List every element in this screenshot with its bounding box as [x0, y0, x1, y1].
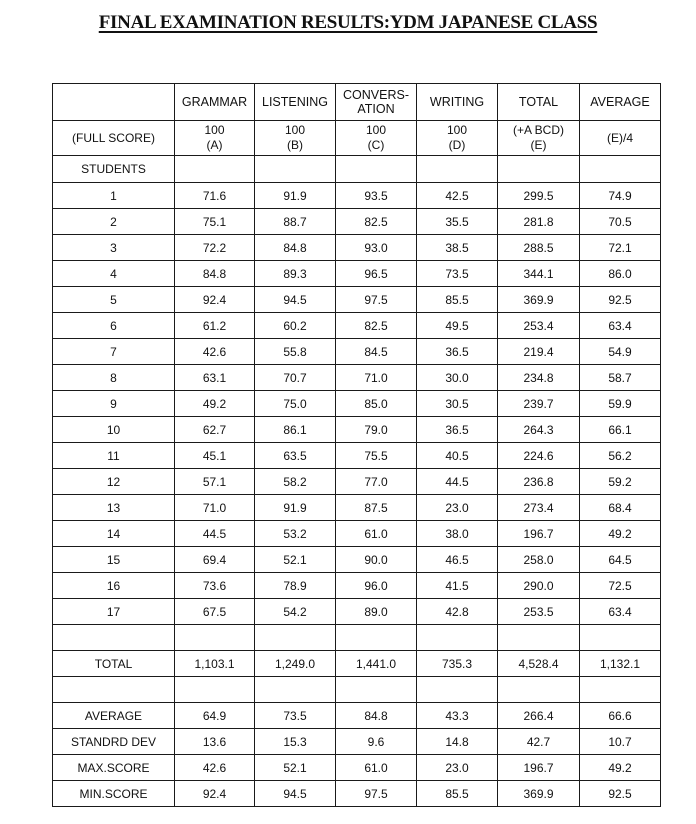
- student-row: [53, 261, 661, 287]
- score-writing: 35.5: [417, 209, 498, 235]
- score-conversation: 75.5: [336, 443, 417, 469]
- student-row: [53, 521, 661, 547]
- score-average: 54.9: [580, 339, 661, 365]
- empty-cell: [255, 677, 336, 703]
- column-header-average: AVERAGE: [580, 84, 661, 121]
- score-listening: 70.7: [255, 365, 336, 391]
- total-total: 4,528.4: [498, 651, 580, 677]
- full-score-grammar: 100 (A): [175, 121, 255, 156]
- stat-grammar: 42.6: [175, 755, 255, 781]
- stat-conversation: 84.8: [336, 703, 417, 729]
- empty-cell: [336, 625, 417, 651]
- full-score-listening: 100 (B): [255, 121, 336, 156]
- score-average: 92.5: [580, 287, 661, 313]
- conversation-header-text: [343, 88, 409, 116]
- student-id: 12: [53, 469, 175, 495]
- score-listening: 78.9: [255, 573, 336, 599]
- student-row: [53, 339, 661, 365]
- column-header-conversation: [336, 84, 417, 121]
- student-row: [53, 573, 661, 599]
- score-listening: 63.5: [255, 443, 336, 469]
- total-writing: 735.3: [417, 651, 498, 677]
- score-grammar: 75.1: [175, 209, 255, 235]
- empty-cell: [580, 156, 661, 183]
- student-row: [53, 547, 661, 573]
- empty-cell: [417, 677, 498, 703]
- student-row: [53, 391, 661, 417]
- score-writing: 49.5: [417, 313, 498, 339]
- score-grammar: 84.8: [175, 261, 255, 287]
- column-header-writing: WRITING: [417, 84, 498, 121]
- score-conversation: 85.0: [336, 391, 417, 417]
- score-grammar: 42.6: [175, 339, 255, 365]
- score-average: 86.0: [580, 261, 661, 287]
- score-conversation: 96.0: [336, 573, 417, 599]
- score-total: 281.8: [498, 209, 580, 235]
- student-row: [53, 365, 661, 391]
- stat-row-min-score: [53, 781, 661, 807]
- stat-conversation: 9.6: [336, 729, 417, 755]
- header-row: [53, 84, 661, 121]
- document-title: [0, 12, 696, 34]
- score-average: 58.7: [580, 365, 661, 391]
- empty-cell: [580, 625, 661, 651]
- score-total: 299.5: [498, 183, 580, 209]
- score-total: 253.5: [498, 599, 580, 625]
- score-grammar: 71.6: [175, 183, 255, 209]
- conversation-header-line: CONVERS-: [343, 88, 409, 102]
- score-conversation: 61.0: [336, 521, 417, 547]
- stat-label: STANDRD DEV: [53, 729, 175, 755]
- score-writing: 36.5: [417, 339, 498, 365]
- score-average: 72.5: [580, 573, 661, 599]
- students-label: STUDENTS: [53, 156, 175, 183]
- empty-cell: [175, 677, 255, 703]
- stat-listening: 15.3: [255, 729, 336, 755]
- score-writing: 40.5: [417, 443, 498, 469]
- stat-label: MAX.SCORE: [53, 755, 175, 781]
- score-average: 49.2: [580, 521, 661, 547]
- full-score-row: [53, 121, 661, 156]
- student-id: 9: [53, 391, 175, 417]
- score-conversation: 96.5: [336, 261, 417, 287]
- full-score-conversation: 100 (C): [336, 121, 417, 156]
- empty-cell: [417, 625, 498, 651]
- score-average: 70.5: [580, 209, 661, 235]
- stat-listening: 94.5: [255, 781, 336, 807]
- student-row: [53, 495, 661, 521]
- stat-grammar: 92.4: [175, 781, 255, 807]
- score-grammar: 67.5: [175, 599, 255, 625]
- score-writing: 85.5: [417, 287, 498, 313]
- blank-row: [53, 677, 661, 703]
- score-total: 273.4: [498, 495, 580, 521]
- student-id: 13: [53, 495, 175, 521]
- student-id: 2: [53, 209, 175, 235]
- score-writing: 36.5: [417, 417, 498, 443]
- score-average: 74.9: [580, 183, 661, 209]
- conversation-header-line: ATION: [357, 102, 395, 116]
- full-score-total: (+A BCD) (E): [498, 121, 580, 156]
- student-id: 16: [53, 573, 175, 599]
- total-row: [53, 651, 661, 677]
- stat-label: AVERAGE: [53, 703, 175, 729]
- score-listening: 75.0: [255, 391, 336, 417]
- corner-cell: [53, 84, 175, 121]
- empty-cell: [498, 625, 580, 651]
- student-row: [53, 469, 661, 495]
- score-writing: 30.5: [417, 391, 498, 417]
- score-total: 258.0: [498, 547, 580, 573]
- full-score-writing: 100 (D): [417, 121, 498, 156]
- stat-grammar: 13.6: [175, 729, 255, 755]
- score-writing: 44.5: [417, 469, 498, 495]
- student-row: [53, 417, 661, 443]
- student-row: [53, 183, 661, 209]
- empty-cell: [336, 156, 417, 183]
- score-total: 344.1: [498, 261, 580, 287]
- stat-average: 10.7: [580, 729, 661, 755]
- student-row: [53, 209, 661, 235]
- score-average: 64.5: [580, 547, 661, 573]
- student-id: 6: [53, 313, 175, 339]
- student-row: [53, 599, 661, 625]
- empty-cell: [53, 677, 175, 703]
- score-average: 63.4: [580, 599, 661, 625]
- score-grammar: 49.2: [175, 391, 255, 417]
- score-conversation: 82.5: [336, 209, 417, 235]
- score-total: 219.4: [498, 339, 580, 365]
- student-id: 14: [53, 521, 175, 547]
- stat-total: 196.7: [498, 755, 580, 781]
- stat-row-max-score: [53, 755, 661, 781]
- score-grammar: 44.5: [175, 521, 255, 547]
- score-total: 264.3: [498, 417, 580, 443]
- score-conversation: 77.0: [336, 469, 417, 495]
- score-conversation: 93.0: [336, 235, 417, 261]
- empty-cell: [417, 156, 498, 183]
- score-listening: 55.8: [255, 339, 336, 365]
- student-row: [53, 235, 661, 261]
- student-id: 7: [53, 339, 175, 365]
- stat-listening: 52.1: [255, 755, 336, 781]
- total-grammar: 1,103.1: [175, 651, 255, 677]
- stat-conversation: 97.5: [336, 781, 417, 807]
- student-row: [53, 443, 661, 469]
- score-listening: 88.7: [255, 209, 336, 235]
- score-total: 196.7: [498, 521, 580, 547]
- column-header-listening: LISTENING: [255, 84, 336, 121]
- stat-writing: 85.5: [417, 781, 498, 807]
- score-total: 239.7: [498, 391, 580, 417]
- score-listening: 60.2: [255, 313, 336, 339]
- score-grammar: 73.6: [175, 573, 255, 599]
- column-header-total: TOTAL: [498, 84, 580, 121]
- stat-row-standrd-dev: [53, 729, 661, 755]
- empty-cell: [580, 677, 661, 703]
- student-id: 5: [53, 287, 175, 313]
- stat-row-average: [53, 703, 661, 729]
- score-writing: 46.5: [417, 547, 498, 573]
- score-conversation: 79.0: [336, 417, 417, 443]
- empty-cell: [53, 625, 175, 651]
- score-conversation: 93.5: [336, 183, 417, 209]
- total-label: TOTAL: [53, 651, 175, 677]
- empty-cell: [336, 677, 417, 703]
- student-id: 8: [53, 365, 175, 391]
- empty-cell: [498, 677, 580, 703]
- student-id: 15: [53, 547, 175, 573]
- score-grammar: 63.1: [175, 365, 255, 391]
- empty-cell: [498, 156, 580, 183]
- score-grammar: 71.0: [175, 495, 255, 521]
- score-listening: 91.9: [255, 495, 336, 521]
- stat-conversation: 61.0: [336, 755, 417, 781]
- score-writing: 30.0: [417, 365, 498, 391]
- score-average: 56.2: [580, 443, 661, 469]
- score-average: 59.9: [580, 391, 661, 417]
- score-writing: 38.0: [417, 521, 498, 547]
- empty-cell: [255, 156, 336, 183]
- score-writing: 73.5: [417, 261, 498, 287]
- score-conversation: 84.5: [336, 339, 417, 365]
- score-listening: 89.3: [255, 261, 336, 287]
- stat-average: 66.6: [580, 703, 661, 729]
- score-listening: 53.2: [255, 521, 336, 547]
- score-grammar: 72.2: [175, 235, 255, 261]
- student-id: 4: [53, 261, 175, 287]
- score-listening: 94.5: [255, 287, 336, 313]
- stat-total: 42.7: [498, 729, 580, 755]
- score-grammar: 62.7: [175, 417, 255, 443]
- score-listening: 84.8: [255, 235, 336, 261]
- score-total: 234.8: [498, 365, 580, 391]
- score-average: 72.1: [580, 235, 661, 261]
- stat-listening: 73.5: [255, 703, 336, 729]
- empty-cell: [175, 156, 255, 183]
- score-conversation: 82.5: [336, 313, 417, 339]
- empty-cell: [255, 625, 336, 651]
- student-row: [53, 313, 661, 339]
- score-total: 288.5: [498, 235, 580, 261]
- total-average: 1,132.1: [580, 651, 661, 677]
- student-id: 1: [53, 183, 175, 209]
- students-label-row: [53, 156, 661, 183]
- score-conversation: 71.0: [336, 365, 417, 391]
- score-total: 253.4: [498, 313, 580, 339]
- score-conversation: 89.0: [336, 599, 417, 625]
- score-writing: 41.5: [417, 573, 498, 599]
- score-writing: 42.5: [417, 183, 498, 209]
- score-listening: 58.2: [255, 469, 336, 495]
- stat-label: MIN.SCORE: [53, 781, 175, 807]
- total-conversation: 1,441.0: [336, 651, 417, 677]
- score-grammar: 69.4: [175, 547, 255, 573]
- total-listening: 1,249.0: [255, 651, 336, 677]
- blank-row: [53, 625, 661, 651]
- score-listening: 52.1: [255, 547, 336, 573]
- student-id: 17: [53, 599, 175, 625]
- results-table-body: [53, 84, 661, 807]
- score-total: 224.6: [498, 443, 580, 469]
- full-score-average: (E)/4: [580, 121, 661, 156]
- score-average: 68.4: [580, 495, 661, 521]
- empty-cell: [175, 625, 255, 651]
- document-title-text: FINAL EXAMINATION RESULTS:YDM JAPANESE CLASS: [98, 12, 598, 33]
- stat-grammar: 64.9: [175, 703, 255, 729]
- stat-average: 92.5: [580, 781, 661, 807]
- stat-writing: 23.0: [417, 755, 498, 781]
- stat-total: 369.9: [498, 781, 580, 807]
- score-conversation: 90.0: [336, 547, 417, 573]
- student-row: [53, 287, 661, 313]
- stat-writing: 14.8: [417, 729, 498, 755]
- score-average: 66.1: [580, 417, 661, 443]
- full-score-label: (FULL SCORE): [53, 121, 175, 156]
- score-listening: 54.2: [255, 599, 336, 625]
- stat-writing: 43.3: [417, 703, 498, 729]
- score-average: 59.2: [580, 469, 661, 495]
- results-table: [52, 83, 661, 807]
- score-grammar: 57.1: [175, 469, 255, 495]
- score-grammar: 61.2: [175, 313, 255, 339]
- score-conversation: 87.5: [336, 495, 417, 521]
- score-grammar: 45.1: [175, 443, 255, 469]
- stat-total: 266.4: [498, 703, 580, 729]
- score-grammar: 92.4: [175, 287, 255, 313]
- score-writing: 42.8: [417, 599, 498, 625]
- score-total: 290.0: [498, 573, 580, 599]
- score-listening: 91.9: [255, 183, 336, 209]
- score-conversation: 97.5: [336, 287, 417, 313]
- column-header-grammar: GRAMMAR: [175, 84, 255, 121]
- score-total: 369.9: [498, 287, 580, 313]
- score-average: 63.4: [580, 313, 661, 339]
- score-writing: 23.0: [417, 495, 498, 521]
- score-writing: 38.5: [417, 235, 498, 261]
- student-id: 3: [53, 235, 175, 261]
- student-id: 10: [53, 417, 175, 443]
- student-id: 11: [53, 443, 175, 469]
- score-total: 236.8: [498, 469, 580, 495]
- score-listening: 86.1: [255, 417, 336, 443]
- stat-average: 49.2: [580, 755, 661, 781]
